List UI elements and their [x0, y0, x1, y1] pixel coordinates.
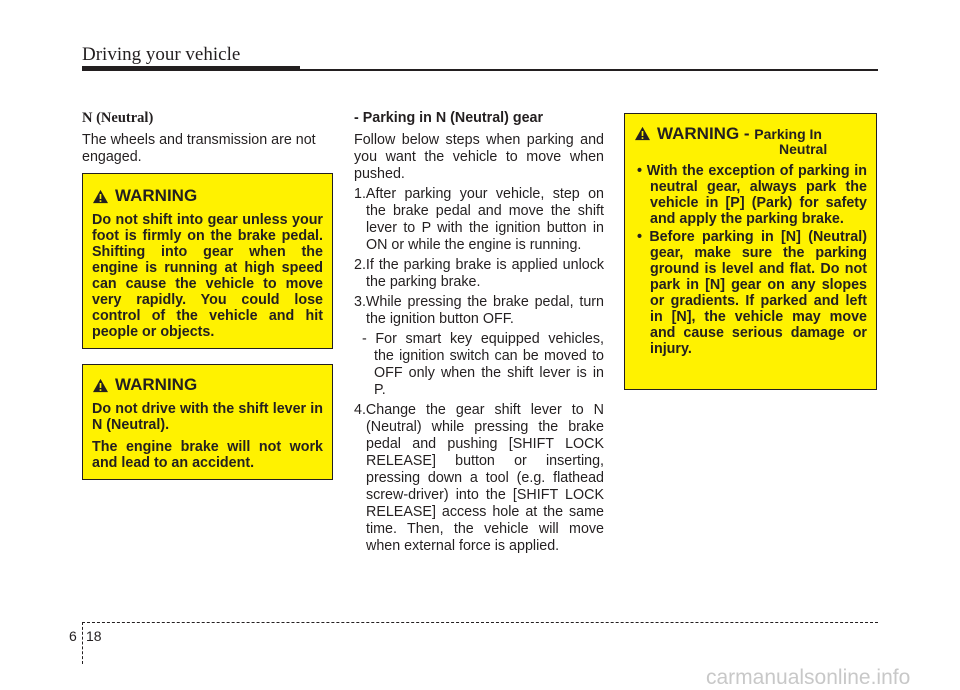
- warning-subtitle-2: Neutral: [779, 141, 828, 157]
- warning-box-neutral-drive: [82, 364, 333, 480]
- warning-text-1: Do not drive with the shift lever in N (Neutral).: [92, 401, 323, 433]
- parking-intro: Follow below steps when parking and you want the vehicle to move when pushed.: [354, 132, 604, 182]
- footer-vertical-divider: [82, 622, 83, 664]
- header-rule-thick: [82, 66, 300, 71]
- middle-column: [354, 110, 604, 555]
- step-4: 4.Change the gear shift lever to N (Neutral) while pressing the brake pedal and pushing [SHIFT LOCK RELEASE] button or inserting, pressing down a tool (e.g. flathead screw-driver) into the [SHIFT LOCK RELEASE] access hole at the same time. Then, the vehicle will move when external force is applied.: [354, 402, 604, 554]
- warning-bullet-2: • Before parking in [N] (Neutral) gear, make sure the parking ground is level and flat. Do not park in [N] gear on any slopes or gradients. If parked and left in [N], the vehicle may move and cause serious damage or injury.: [637, 229, 867, 357]
- warning-header: [92, 186, 323, 206]
- warning-title: WARNING: [115, 186, 198, 205]
- step-2: 2.If the parking brake is applied unlock the parking brake.: [354, 257, 604, 290]
- warning-box-shift: [82, 173, 333, 349]
- parking-neutral-heading: - Parking in N (Neutral) gear: [354, 110, 544, 126]
- neutral-heading: N (Neutral): [82, 110, 154, 126]
- warning-text-2: The engine brake will not work and lead to an accident.: [92, 439, 323, 471]
- warning-title: WARNING -: [657, 124, 750, 143]
- chapter-number: 6: [69, 628, 77, 644]
- left-column: [82, 110, 334, 166]
- watermark: carmanualsonline.info: [706, 666, 911, 689]
- warning-text: Do not shift into gear unless your foot is firmly on the brake pedal. Shifting into gear when the engine is running at high speed can cause the vehicle to move very rapidly. You could lose control of the vehicle and hit people or objects.: [92, 212, 323, 340]
- header-rule-thin: [300, 69, 878, 71]
- footer-divider: [82, 622, 878, 623]
- bullet-text: With the exception of parking in neutral gear, always park the vehicle in [P] (Park) for safety and apply the parking brake.: [646, 163, 867, 227]
- page-number: 18: [86, 628, 102, 644]
- warning-subtitle: Parking In: [754, 126, 822, 142]
- page-header-title: Driving your vehicle: [82, 44, 241, 65]
- warning-bullet-1: • With the exception of parking in neutral gear, always park the vehicle in [P] (Park) for safety and apply the parking brake.: [637, 163, 867, 227]
- step-3: 3.While pressing the brake pedal, turn the ignition button OFF.: [354, 294, 604, 327]
- warning-header: [92, 375, 323, 395]
- warning-box-parking-neutral: [624, 113, 877, 390]
- warning-triangle-icon: [92, 189, 109, 204]
- step-1: 1.After parking your vehicle, step on the brake pedal and move the shift lever to P with the ignition button in ON or while the engine is running.: [354, 186, 604, 253]
- neutral-description: The wheels and transmission are not engaged.: [82, 132, 316, 165]
- step-3-note: - For smart key equipped vehicles, the ignition switch can be moved to OFF only when the shift lever is in P.: [362, 331, 604, 398]
- warning-triangle-icon: [634, 126, 651, 141]
- bullet-text: Before parking in [N] (Neutral) gear, make sure the parking ground is level and flat. Do not park in [N] gear on any slopes or gradients. If parked and left in [N], the vehicle may move and cause serious damage or injury.: [649, 229, 867, 357]
- warning-title: WARNING: [115, 375, 198, 394]
- warning-triangle-icon: [92, 378, 109, 393]
- warning-header: [634, 124, 867, 144]
